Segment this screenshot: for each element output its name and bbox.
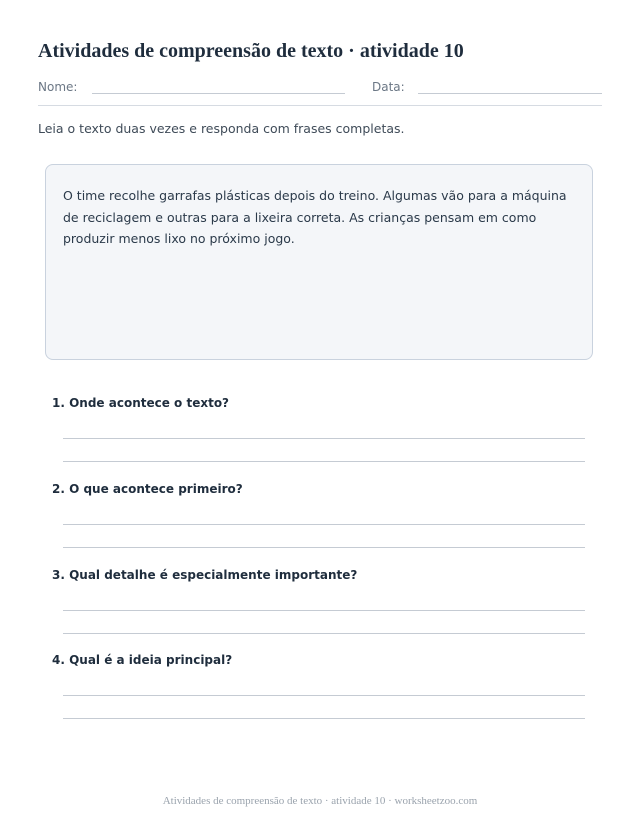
question-1 — [52, 396, 592, 410]
question-4 — [52, 653, 592, 667]
question-text: 1. Onde acontece o texto? — [52, 396, 230, 410]
worksheet-title: Atividades de compreensão de texto · atividade 10 — [38, 40, 464, 62]
question-2 — [52, 482, 592, 496]
date-label: Data: — [372, 80, 405, 94]
answer-line[interactable] — [63, 547, 585, 548]
question-text: 4. Qual é a ideia principal? — [52, 653, 233, 667]
name-label: Nome: — [38, 80, 78, 94]
answer-line[interactable] — [63, 438, 585, 439]
question-3 — [52, 568, 592, 582]
question-text: 3. Qual detalhe é especialmente importante? — [52, 568, 358, 582]
passage-text: O time recolhe garrafas plásticas depois do treino. Algumas vão para a máquina de reciclagem e outras para a lixeira correta. As crianças pensam em como produzir menos lixo no próximo jogo. — [63, 188, 567, 246]
question-text: 2. O que acontece primeiro? — [52, 482, 243, 496]
answer-line[interactable] — [63, 695, 585, 696]
instructions: Leia o texto duas vezes e responda com frases completas. — [38, 121, 405, 136]
answer-line[interactable] — [63, 610, 585, 611]
answer-line[interactable] — [63, 718, 585, 719]
answer-line[interactable] — [63, 524, 585, 525]
name-field-line[interactable] — [92, 93, 345, 94]
footer: Atividades de compreensão de texto · atividade 10 · worksheetzoo.com — [162, 795, 478, 807]
answer-line[interactable] — [63, 461, 585, 462]
passage-box — [45, 164, 593, 360]
date-field-line[interactable] — [418, 93, 602, 94]
answer-line[interactable] — [63, 633, 585, 634]
header-divider — [38, 105, 602, 106]
